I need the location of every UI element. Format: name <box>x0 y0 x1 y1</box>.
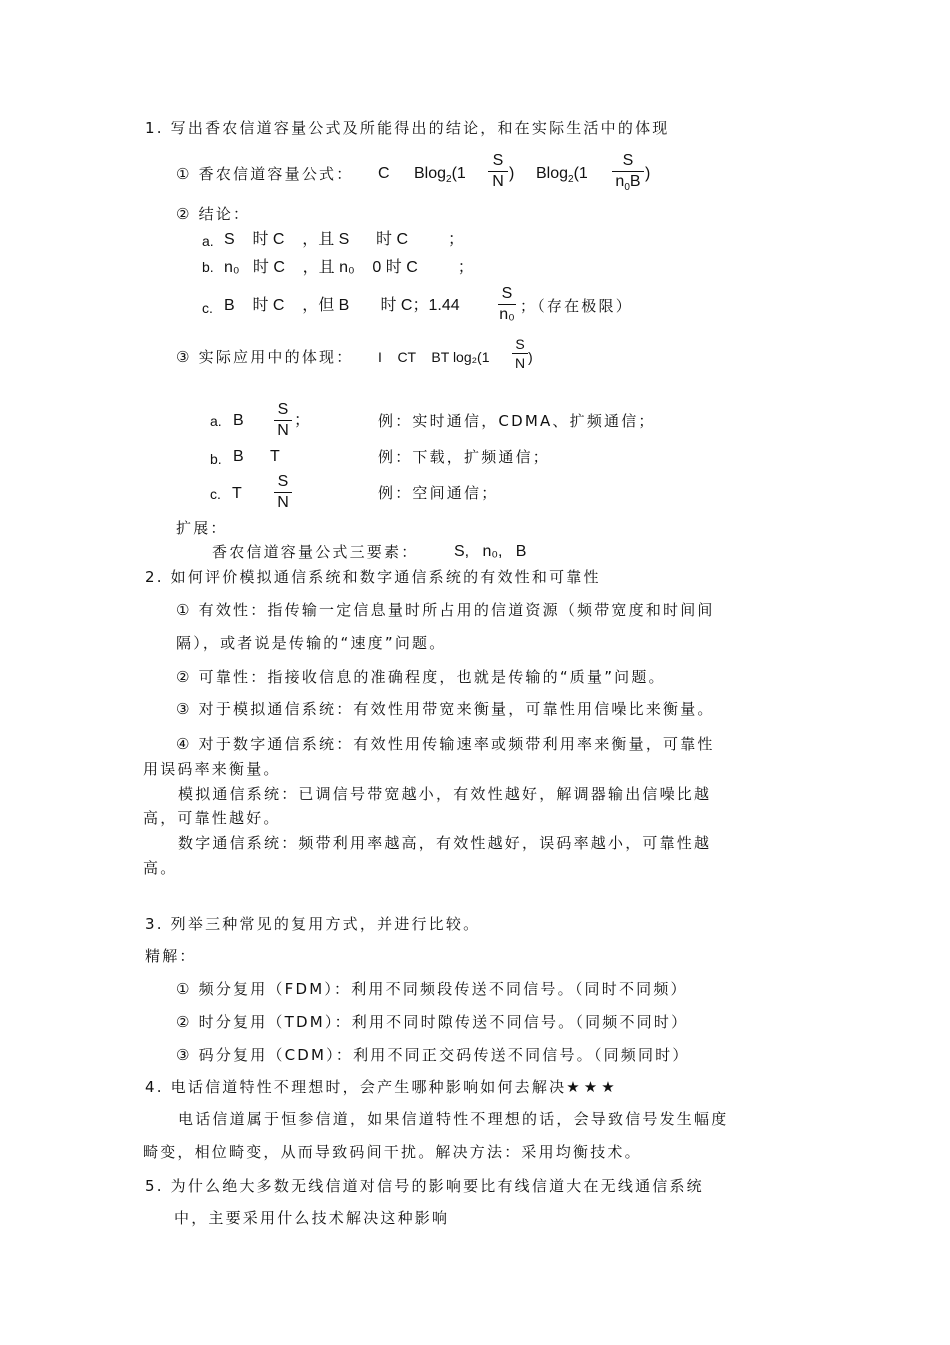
star-icon: ★★★ <box>566 1078 619 1096</box>
formula-fraction-s-n0b: S $n_0B$ <box>612 152 644 197</box>
q4-title <box>145 1077 619 1097</box>
q1-extension-label: 扩展： <box>176 519 228 537</box>
q1-title: 1. 写出香农信道容量公式及所能得出的结论，和在实际生活中的体现 <box>145 119 670 137</box>
conclusion-c-fraction: S n₀ <box>499 285 515 323</box>
q2-p1a: ① 有效性：指传输一定信息量时所占用的信道资源（频带宽度和时间间 <box>176 601 715 619</box>
q3-item-tdm: ② 时分复用（TDM）：利用不同时隙传送不同信号。（同频不同时） <box>176 1013 689 1031</box>
application-close: ) <box>528 349 533 365</box>
q3-label: 精解： <box>145 947 197 965</box>
q2-p4b: 用误码率来衡量。 <box>143 760 281 778</box>
formula-close-1: ) <box>509 165 515 182</box>
conclusion-a-text: S 时 C ，且 S 时 C ； <box>224 231 465 248</box>
q2-p6b: 高。 <box>143 859 178 877</box>
example-c-var: T <box>232 485 242 502</box>
example-b-text: 例：下载，扩频通信； <box>378 448 551 466</box>
example-b-prefix: b. <box>210 451 222 467</box>
example-a-fraction: S N <box>274 401 292 440</box>
q2-p6a: 数字通信系统：频带利用率越高，有效性越好，误码率越小，可靠性越 <box>178 834 712 852</box>
q2-title: 2. 如何评价模拟通信系统和数字通信系统的有效性和可靠性 <box>145 568 601 586</box>
q3-item-fdm: ① 频分复用（FDM）：利用不同频段传送不同信号。（同时不同频） <box>176 980 688 998</box>
conclusion-b-prefix: b. <box>202 259 214 275</box>
q5-title-b: 中，主要采用什么技术解决这种影响 <box>174 1209 450 1227</box>
q1-extension-vars: S, n₀, B <box>454 543 527 560</box>
application-formula: I CT BT log₂(1 <box>378 349 490 365</box>
example-c-prefix: c. <box>210 486 221 502</box>
example-c-text: 例：空间通信； <box>378 484 499 502</box>
q2-p5a: 模拟通信系统：已调信号带宽越小，有效性越好，解调器输出信噪比越 <box>178 785 712 803</box>
q4-p2: 畸变，相位畸变，从而导致码间干扰。解决方法：采用均衡技术。 <box>143 1143 642 1161</box>
example-a-text: 例：实时通信，CDMA、扩频通信； <box>378 412 656 430</box>
q2-p3: ③ 对于模拟通信系统：有效性用带宽来衡量，可靠性用信噪比来衡量。 <box>176 700 715 718</box>
q2-p4a: ④ 对于数字通信系统：有效性用传输速率或频带利用率来衡量，可靠性 <box>176 735 715 753</box>
conclusion-b-text: n₀ 时 C ，且 n₀ 0 时 C ； <box>224 259 474 276</box>
conclusion-c-suffix: ；（存在极限） <box>520 297 633 315</box>
q2-p1b: 隔），或者说是传输的“速度”问题。 <box>176 634 447 652</box>
example-a-prefix: a. <box>210 413 222 429</box>
q5-title-a: 5. 为什么绝大多数无线信道对信号的影响要比有线信道大在无线通信系统 <box>145 1177 704 1195</box>
q4-p1: 电话信道属于恒参信道，如果信道特性不理想的话，会导致信号发生幅度 <box>178 1110 729 1128</box>
q2-p2: ② 可靠性：指接收信息的准确程度，也就是传输的“质量”问题。 <box>176 668 666 686</box>
formula-blog-1: Blog$_2$(1 <box>414 165 466 186</box>
formula-fraction-s-n: S N <box>488 152 508 191</box>
q4-title-text: 4. 电话信道特性不理想时，会产生哪种影响如何去解决 <box>145 1078 567 1096</box>
q2-p5b: 高，可靠性越好。 <box>143 809 281 827</box>
formula-c: C <box>378 165 390 182</box>
example-a-var: B <box>233 412 244 429</box>
application-fraction: S N <box>512 336 528 371</box>
q3-title: 3. 列举三种常见的复用方式，并进行比较。 <box>145 915 481 933</box>
q1-application-label: ③ 实际应用中的体现： <box>176 348 354 366</box>
conclusion-c-text: B 时 C ，但 B 时 C；1.44 <box>224 297 460 314</box>
conclusion-a-prefix: a. <box>202 233 214 249</box>
formula-close-2: ) <box>645 165 651 182</box>
q1-extension-text: 香农信道容量公式三要素： <box>212 543 419 561</box>
q1-formula-label: ① 香农信道容量公式： <box>176 165 354 183</box>
example-c-fraction: S N <box>274 473 292 512</box>
example-b-var: B T <box>233 448 280 465</box>
conclusion-c-prefix: c. <box>202 300 213 316</box>
example-a-sep: ； <box>294 412 311 429</box>
q3-item-cdm: ③ 码分复用（CDM）：利用不同正交码传送不同信号。（同频同时） <box>176 1046 690 1064</box>
formula-blog-2: Blog$_2$(1 <box>536 165 588 186</box>
q1-conclusion-label: ② 结论： <box>176 205 251 223</box>
